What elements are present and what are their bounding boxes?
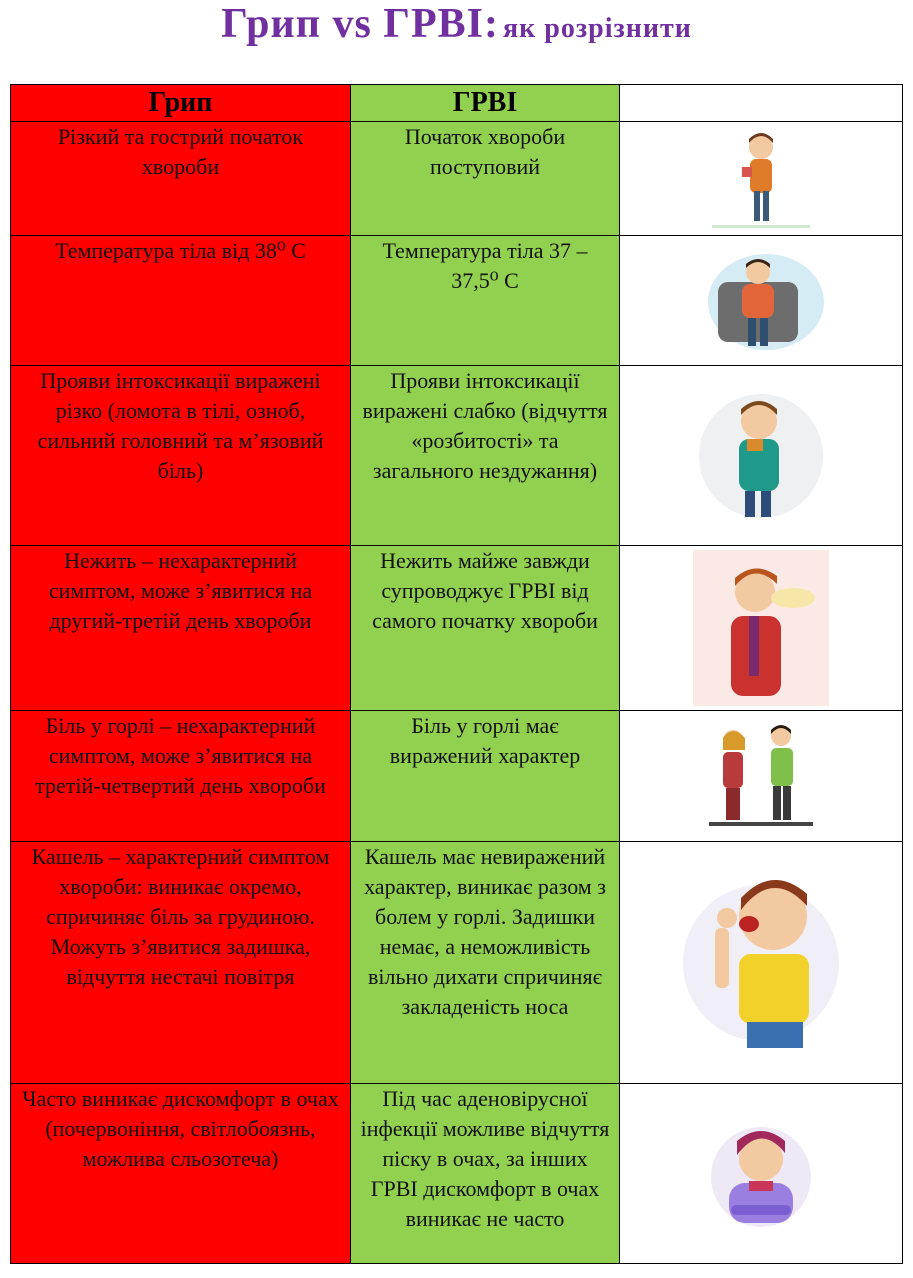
header-row (11, 85, 903, 122)
table-row (11, 366, 903, 546)
flu-cell: Різкий та гострий початок хвороби (11, 122, 351, 236)
arvi-cell: Нежить майже завжди супроводжує ГРВІ від самого початку хвороби (351, 546, 620, 711)
person-with-sore-eyes-icon (620, 1084, 903, 1264)
table-row (11, 236, 903, 366)
sick-person-standing-icon (620, 122, 903, 236)
coughing-boy-icon (620, 842, 903, 1084)
person-with-headache-icon (620, 366, 903, 546)
header-blank (620, 85, 903, 122)
table-row (11, 122, 903, 236)
arvi-cell: Температура тіла 37 – 37,5⁰ С (351, 236, 620, 366)
people-with-sore-throat-icon (620, 711, 903, 842)
person-with-runny-nose-icon (620, 546, 903, 711)
comparison-table (10, 84, 903, 1264)
flu-cell: Біль у горлі – нехарактерний симптом, може з’явитися на третій-четвертий день хвороби (11, 711, 351, 842)
sick-person-in-armchair-icon (620, 236, 903, 366)
arvi-cell: Прояви інтоксикації виражені слабко (відчуття «розбитості» та загального нездужання) (351, 366, 620, 546)
header-flu: Грип (11, 85, 351, 122)
flu-cell: Часто виникає дискомфорт в очах (почервоніння, світлобоязнь, можлива сльозотеча) (11, 1084, 351, 1264)
table-row (11, 842, 903, 1084)
table-row (11, 711, 903, 842)
title-sub: як розрізнити (503, 13, 692, 44)
page-title (0, 0, 913, 50)
table-row (11, 1084, 903, 1264)
arvi-cell: Кашель має невиражений характер, виникає разом з болем у горлі. Задишки немає, а неможливість вільно дихати спричиняє закладеність носа (351, 842, 620, 1084)
arvi-cell: Початок хвороби поступовий (351, 122, 620, 236)
arvi-cell: Біль у горлі має виражений характер (351, 711, 620, 842)
flu-cell: Температура тіла від 38⁰ С (11, 236, 351, 366)
table-row (11, 546, 903, 711)
title-main: Грип vs ГРВІ: (221, 1, 500, 47)
flu-cell: Нежить – нехарактерний симптом, може з’явитися на другий-третій день хвороби (11, 546, 351, 711)
flu-cell: Кашель – характерний симптом хвороби: виникає окремо, спричиняє біль за грудиною. Можуть з’явитися задишка, відчуття нестачі повітря (11, 842, 351, 1084)
flu-cell: Прояви інтоксикації виражені різко (ломота в тілі, озноб, сильний головний та м’язовий біль) (11, 366, 351, 546)
header-arvi: ГРВІ (351, 85, 620, 122)
arvi-cell: Під час аденовірусної інфекції можливе відчуття піску в очах, за інших ГРВІ дискомфорт в очах виникає не часто (351, 1084, 620, 1264)
